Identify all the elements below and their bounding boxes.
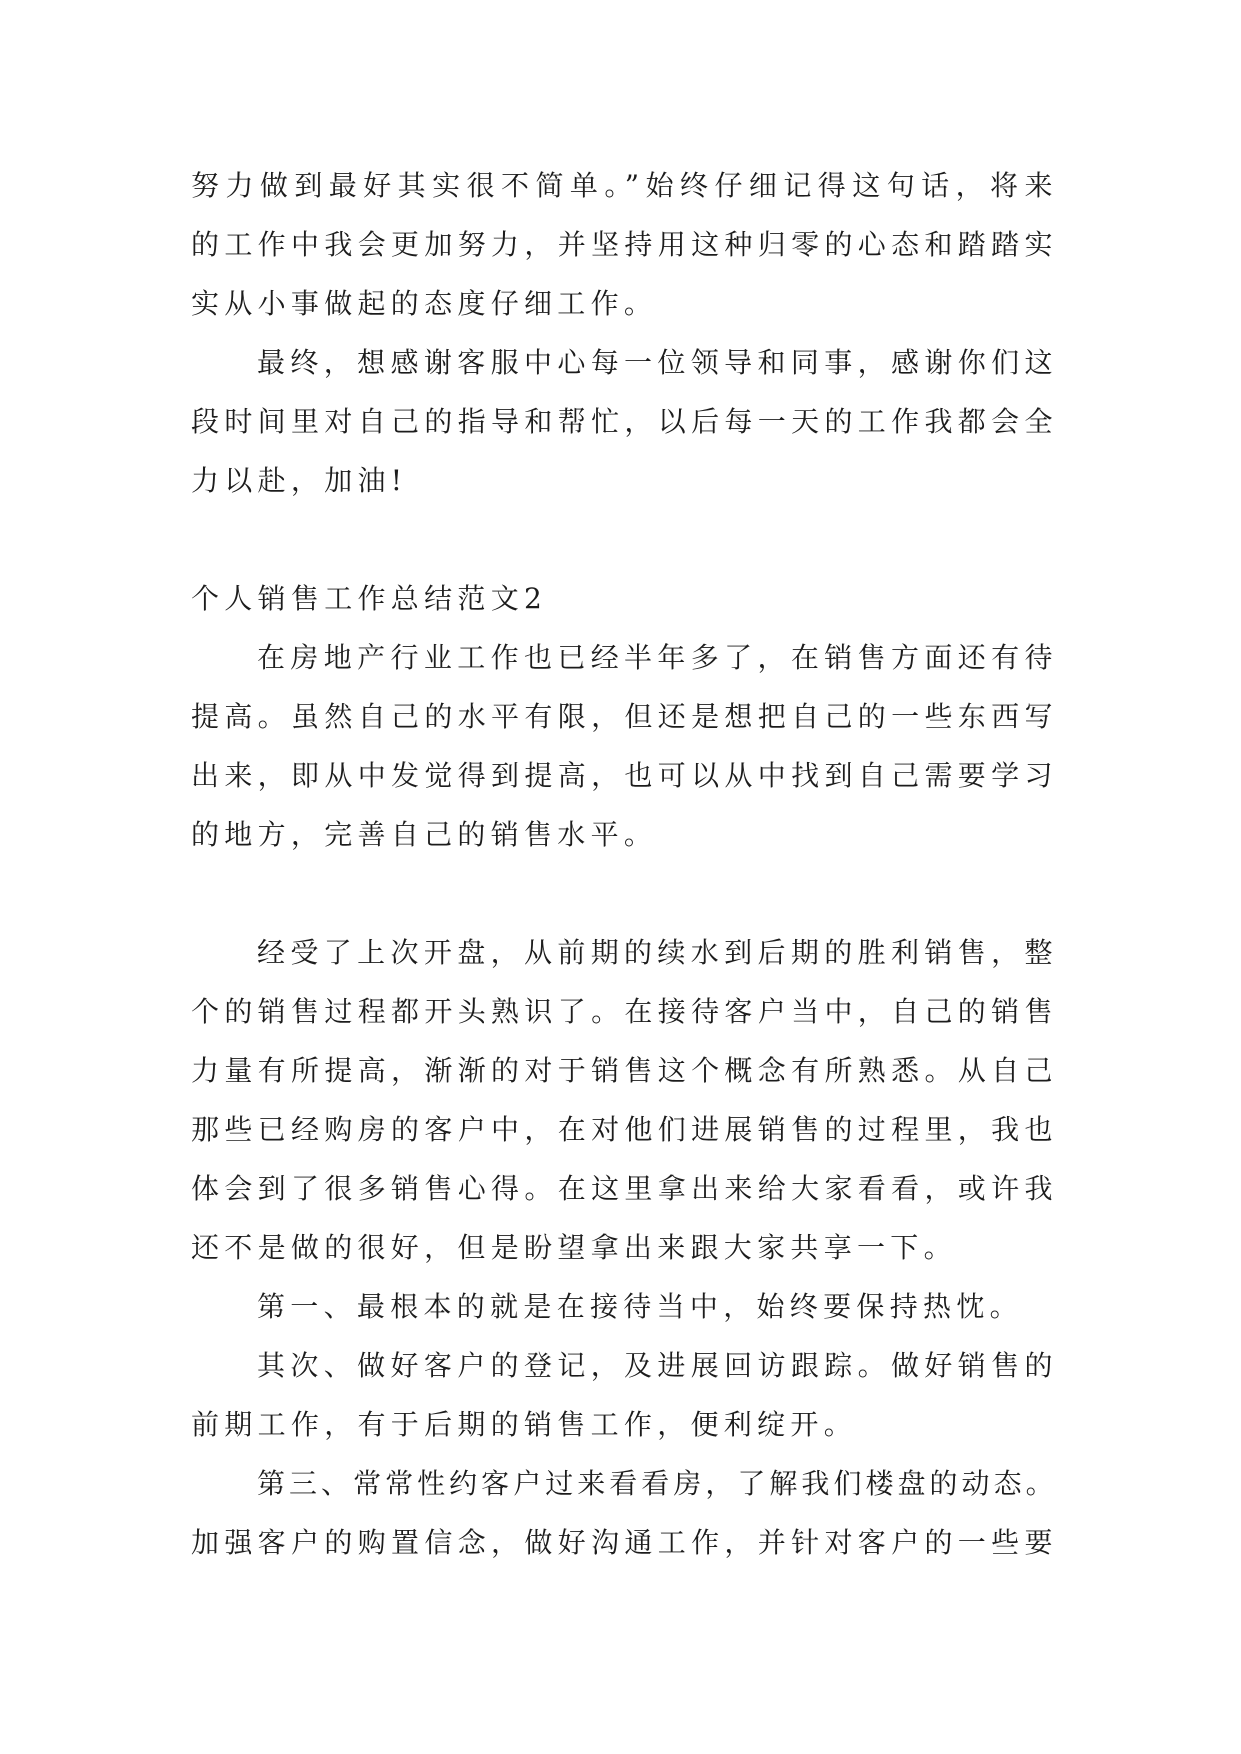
paragraph-line: 段时间里对自己的指导和帮忙，以后每一天的工作我都会全	[191, 405, 1057, 438]
paragraph-line: 在房地产行业工作也已经半年多了，在销售方面还有待	[257, 641, 1057, 674]
paragraph-line: 加强客户的购置信念，做好沟通工作，并针对客户的一些要	[191, 1526, 1057, 1559]
paragraph-line: 出来，即从中发觉得到提高，也可以从中找到自己需要学习	[191, 759, 1057, 792]
paragraph-line: 努力做到最好其实很不简单。”始终仔细记得这句话，将来	[191, 169, 1057, 202]
paragraph-line: 的地方，完善自己的销售水平。	[191, 818, 658, 851]
paragraph-line: 实从小事做起的态度仔细工作。	[191, 287, 658, 320]
paragraph	[191, 1336, 1057, 1454]
blank-line	[191, 864, 1057, 923]
paragraph-line: 体会到了很多销售心得。在这里拿出来给大家看看，或许我	[191, 1172, 1057, 1205]
paragraph-line: 的工作中我会更加努力，并坚持用这种归零的心态和踏踏实	[191, 228, 1057, 261]
paragraph-line: 最终，想感谢客服中心每一位领导和同事，感谢你们这	[257, 346, 1057, 379]
paragraph	[191, 628, 1057, 864]
paragraph	[191, 156, 1057, 333]
paragraph-line: 还不是做的很好，但是盼望拿出来跟大家共享一下。	[191, 1231, 957, 1264]
paragraph-line: 个的销售过程都开头熟识了。在接待客户当中，自己的销售	[191, 995, 1057, 1028]
document-body	[191, 156, 1057, 1572]
blank-line	[191, 510, 1057, 569]
paragraph	[191, 1277, 1057, 1336]
paragraph-line: 提高。虽然自己的水平有限，但还是想把自己的一些东西写	[191, 700, 1057, 733]
paragraph-line: 其次、做好客户的登记，及进展回访跟踪。做好销售的	[257, 1349, 1057, 1382]
paragraph-line: 第三、常常性约客户过来看看房，了解我们楼盘的动态。	[257, 1467, 1057, 1500]
paragraph-line: 力以赴，加油!	[191, 464, 408, 497]
paragraph	[191, 1454, 1057, 1572]
paragraph-line: 那些已经购房的客户中，在对他们进展销售的过程里，我也	[191, 1113, 1057, 1146]
paragraph-line: 第一、最根本的就是在接待当中，始终要保持热忱。	[257, 1290, 1023, 1323]
paragraph	[191, 333, 1057, 510]
paragraph-line: 经受了上次开盘，从前期的续水到后期的胜利销售，整	[257, 936, 1057, 969]
paragraph	[191, 923, 1057, 1277]
section-title: 个人销售工作总结范文2	[191, 582, 548, 615]
paragraph-line: 前期工作，有于后期的销售工作，便利绽开。	[191, 1408, 858, 1441]
paragraph-line: 力量有所提高，渐渐的对于销售这个概念有所熟悉。从自己	[191, 1054, 1057, 1087]
